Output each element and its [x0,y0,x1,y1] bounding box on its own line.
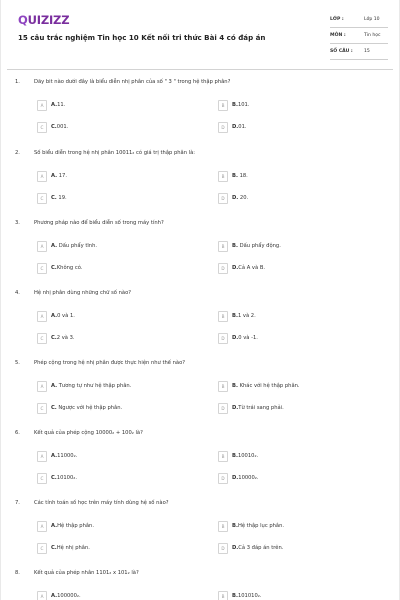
option-text: C.10100₂. [51,475,78,481]
option-letter-badge: B [218,521,228,532]
option-text: B. Dấu phẩy động. [232,243,281,249]
option-text: A.Hệ thập phân. [51,523,94,529]
option-letter-badge: A [37,381,47,392]
question-number: 6. [15,430,20,436]
option-letter-badge: B [218,311,228,322]
option-text: D.10000₂. [232,475,259,481]
option-letter-badge: A [37,311,47,322]
option-text: A. Dấu phẩy tĩnh. [51,243,98,249]
question-number: 4. [15,290,20,296]
option-text: C.001. [51,124,69,130]
option-letter-badge: B [218,241,228,252]
option-text: A.0 và 1. [51,313,75,319]
question-number: 1. [15,79,20,85]
option-text: C.2 và 3. [51,335,75,341]
option-text: A.11000₂. [51,453,78,459]
header-divider [7,69,393,70]
meta-key: LỚP : [330,17,344,22]
meta-value: 15 [364,49,370,54]
question-text: Phép cộng trong hệ nhị phân được thực hiện như thế nào? [34,360,186,366]
option-letter-badge: A [37,241,47,252]
option-letter-badge: A [37,100,47,111]
meta-row-subject [330,28,388,44]
question-text: Số biểu diễn trong hệ nhị phân 10011₂ có giá trị thập phân là: [34,150,196,156]
question-number: 2. [15,150,20,156]
option-letter-badge: A [37,451,47,462]
option-text: A. Tương tự như hệ thập phân. [51,383,132,389]
question-number: 3. [15,220,20,226]
option-letter-badge: C [37,193,47,204]
option-letter-badge: C [37,263,47,274]
question-text: Dãy bit nào dưới đây là biểu diễn nhị phân của số " 3 " trong hệ thập phân? [34,79,231,85]
option-text: B. 18. [232,173,248,179]
option-text: B.1 và 2. [232,313,256,319]
option-text: B.101010₂. [232,593,262,599]
option-text: D.01. [232,124,247,130]
question-text: Kết quả của phép cộng 10000₂ + 100₂ là? [34,430,143,436]
meta-row-count [330,44,388,60]
option-letter-badge: B [218,591,228,600]
option-text: B.101. [232,102,250,108]
option-text: D. 20. [232,195,249,201]
option-text: B.10010₂. [232,453,259,459]
option-text: B. Khác với hệ thập phân. [232,383,300,389]
page-title: 15 câu trắc nghiệm Tin học 10 Kết nối tri thức Bài 4 có đáp án [18,33,266,42]
question-text: Hệ nhị phân dùng những chữ số nào? [34,290,132,296]
option-letter-badge: A [37,521,47,532]
header [1,0,399,62]
meta-key: SỐ CÂU : [330,49,353,54]
option-text: D.0 và -1. [232,335,258,341]
option-text: D.Cả 3 đáp án trên. [232,545,284,551]
option-text: D.Từ trái sang phải. [232,405,284,411]
option-text: C. Ngược với hệ thập phân. [51,405,123,411]
option-text: D.Cả A và B. [232,265,266,271]
option-letter-badge: A [37,171,47,182]
option-letter-badge: C [37,122,47,133]
option-letter-badge: D [218,333,228,344]
option-text: A.11. [51,102,66,108]
option-letter-badge: D [218,122,228,133]
option-text: A.100000₂. [51,593,81,599]
question-text: Phương pháp nào để biểu diễn số trong máy tính? [34,220,164,226]
option-letter-badge: B [218,451,228,462]
question-number: 7. [15,500,20,506]
meta-value: Tin học [364,33,381,38]
option-text: C.Hệ nhị phân. [51,545,90,551]
question-text: Các tính toán số học trên máy tính dùng hệ số nào? [34,500,169,506]
option-letter-badge: B [218,171,228,182]
option-letter-badge: D [218,193,228,204]
option-letter-badge: B [218,381,228,392]
option-letter-badge: C [37,333,47,344]
meta-row-class [330,12,388,28]
option-letter-badge: A [37,591,47,600]
option-text: C.Không có. [51,265,83,271]
option-letter-badge: B [218,100,228,111]
meta-value: Lớp 10 [364,17,380,22]
question-text: Kết quả của phép nhân 1101₂ x 101₂ là? [34,570,139,576]
meta-key: MÔN : [330,33,346,38]
option-letter-badge: D [218,403,228,414]
option-letter-badge: D [218,263,228,274]
option-letter-badge: C [37,543,47,554]
meta-table [330,12,388,60]
option-letter-badge: C [37,403,47,414]
option-letter-badge: C [37,473,47,484]
quizizz-logo: QUIZIZZ [18,13,70,27]
question-number: 5. [15,360,20,366]
option-text: B.Hệ thập lục phân. [232,523,285,529]
question-number: 8. [15,570,20,576]
option-text: C. 19. [51,195,67,201]
option-letter-badge: D [218,543,228,554]
option-letter-badge: D [218,473,228,484]
option-text: A. 17. [51,173,67,179]
worksheet-page [1,0,399,600]
